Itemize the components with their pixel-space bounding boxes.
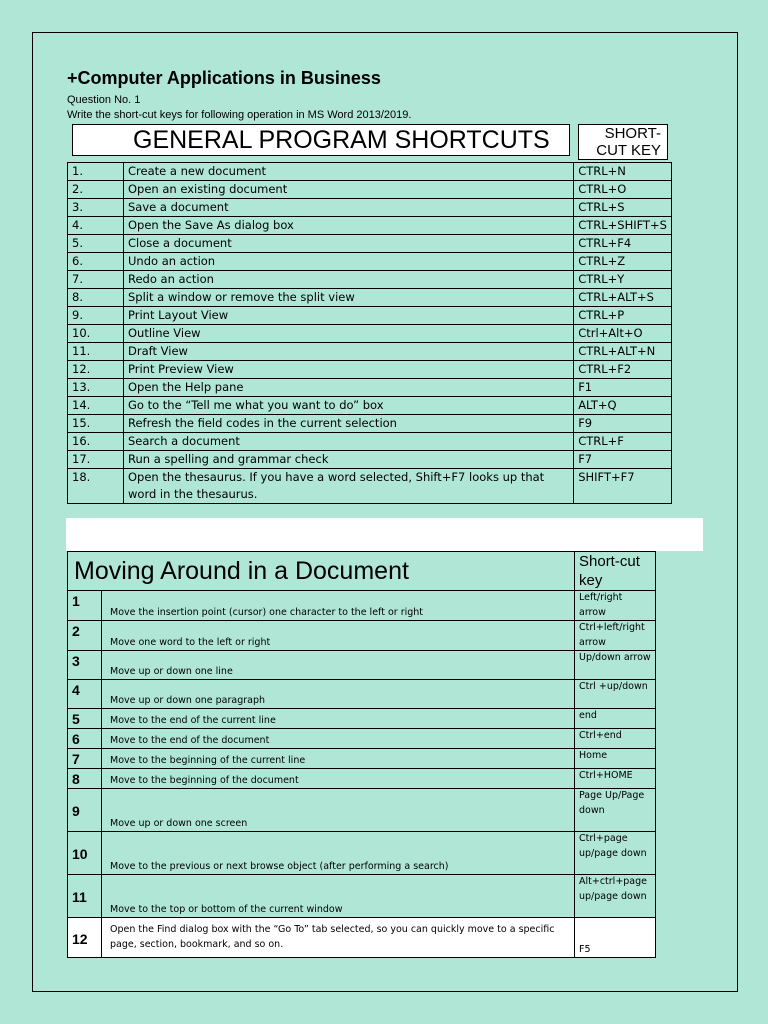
- row-key: Home: [575, 749, 656, 769]
- table-row: [68, 379, 672, 397]
- table-row: [68, 451, 672, 469]
- row-desc: Open an existing document: [124, 181, 574, 199]
- row-num: 8: [68, 769, 102, 789]
- row-num: 10: [68, 832, 102, 875]
- table-row: [68, 343, 672, 361]
- row-desc: Move the insertion point (cursor) one character to the left or right: [102, 591, 575, 621]
- table-row: [68, 918, 656, 958]
- table-row: [68, 199, 672, 217]
- row-num: 11.: [68, 343, 124, 361]
- table-row: [68, 680, 656, 709]
- row-num: 2: [68, 621, 102, 651]
- row-num: 16.: [68, 433, 124, 451]
- row-desc: Redo an action: [124, 271, 574, 289]
- row-desc: Open the Save As dialog box: [124, 217, 574, 235]
- row-num: 8.: [68, 289, 124, 307]
- row-key: Ctrl+end: [575, 729, 656, 749]
- row-key: Ctrl+HOME: [575, 769, 656, 789]
- question-number: Question No. 1: [67, 94, 141, 106]
- table-row: [68, 789, 656, 832]
- table-row: [68, 591, 656, 621]
- table-row: [68, 271, 672, 289]
- table-row: [68, 397, 672, 415]
- row-desc: Undo an action: [124, 253, 574, 271]
- row-key: F9: [574, 415, 672, 433]
- table-row: [68, 415, 672, 433]
- row-key: Left/right arrow: [575, 591, 656, 621]
- row-desc: Split a window or remove the split view: [124, 289, 574, 307]
- table-row: [68, 217, 672, 235]
- table-row: [68, 769, 656, 789]
- table-row: [68, 832, 656, 875]
- general-table-key-header: SHORT-CUT KEY: [578, 124, 668, 160]
- row-desc: Open the Help pane: [124, 379, 574, 397]
- row-desc: Save a document: [124, 199, 574, 217]
- row-num: 7.: [68, 271, 124, 289]
- row-desc: Outline View: [124, 325, 574, 343]
- row-desc: Search a document: [124, 433, 574, 451]
- row-desc: Move up or down one screen: [102, 789, 575, 832]
- table-row: [68, 729, 656, 749]
- row-num: 2.: [68, 181, 124, 199]
- row-key: Alt+ctrl+page up/page down: [575, 875, 656, 918]
- row-desc: Print Preview View: [124, 361, 574, 379]
- white-separator: [66, 518, 703, 551]
- row-desc: Print Layout View: [124, 307, 574, 325]
- row-key: end: [575, 709, 656, 729]
- table-row: [68, 621, 656, 651]
- row-key: SHIFT+F7: [574, 469, 672, 504]
- row-desc: Move one word to the left or right: [102, 621, 575, 651]
- row-num: 9.: [68, 307, 124, 325]
- row-desc: Move up or down one line: [102, 651, 575, 680]
- row-num: 1: [68, 591, 102, 621]
- row-num: 6.: [68, 253, 124, 271]
- table-row: [68, 469, 672, 504]
- row-key: F7: [574, 451, 672, 469]
- moving-table-key-header: Short-cut key: [575, 552, 656, 591]
- table-header-row: [68, 552, 656, 591]
- row-num: 12.: [68, 361, 124, 379]
- general-shortcuts-table: [67, 162, 672, 504]
- table-row: [68, 361, 672, 379]
- row-key: CTRL+ALT+N: [574, 343, 672, 361]
- row-key: CTRL+F: [574, 433, 672, 451]
- row-num: 1.: [68, 163, 124, 181]
- general-table-title: GENERAL PROGRAM SHORTCUTS: [72, 124, 570, 156]
- row-num: 3: [68, 651, 102, 680]
- table-row: [68, 235, 672, 253]
- row-num: 4: [68, 680, 102, 709]
- document-title: +Computer Applications in Business: [67, 68, 381, 88]
- row-desc: Run a spelling and grammar check: [124, 451, 574, 469]
- row-num: 6: [68, 729, 102, 749]
- row-desc: Move to the previous or next browse object (after performing a search): [102, 832, 575, 875]
- row-desc: Create a new document: [124, 163, 574, 181]
- row-key: ALT+Q: [574, 397, 672, 415]
- row-key: CTRL+S: [574, 199, 672, 217]
- row-num: 9: [68, 789, 102, 832]
- row-key: F5: [575, 918, 656, 958]
- row-key: CTRL+N: [574, 163, 672, 181]
- table-row: [68, 181, 672, 199]
- table-row: [68, 433, 672, 451]
- row-desc: Go to the “Tell me what you want to do” box: [124, 397, 574, 415]
- row-key: CTRL+SHIFT+S: [574, 217, 672, 235]
- row-desc: Move to the beginning of the document: [102, 769, 575, 789]
- row-desc: Open the thesaurus. If you have a word selected, Shift+F7 looks up that word in the thesaurus.: [124, 469, 574, 504]
- row-key: Up/down arrow: [575, 651, 656, 680]
- row-desc: Refresh the field codes in the current selection: [124, 415, 574, 433]
- row-num: 11: [68, 875, 102, 918]
- table-row: [68, 163, 672, 181]
- row-desc: Open the Find dialog box with the “Go To” tab selected, so you can quickly move to a specific page, section, bookmark, and so on.: [102, 918, 575, 958]
- row-key: CTRL+P: [574, 307, 672, 325]
- row-num: 15.: [68, 415, 124, 433]
- row-num: 13.: [68, 379, 124, 397]
- row-num: 18.: [68, 469, 124, 504]
- row-num: 12: [68, 918, 102, 958]
- row-desc: Move to the beginning of the current line: [102, 749, 575, 769]
- table-row: [68, 307, 672, 325]
- row-key: Ctrl +up/down: [575, 680, 656, 709]
- row-num: 4.: [68, 217, 124, 235]
- row-desc: Move up or down one paragraph: [102, 680, 575, 709]
- row-num: 5: [68, 709, 102, 729]
- table-row: [68, 325, 672, 343]
- table-row: [68, 289, 672, 307]
- row-key: CTRL+Y: [574, 271, 672, 289]
- row-key: Ctrl+left/right arrow: [575, 621, 656, 651]
- row-key: CTRL+ALT+S: [574, 289, 672, 307]
- table-row: [68, 651, 656, 680]
- row-num: 14.: [68, 397, 124, 415]
- table-row: [68, 253, 672, 271]
- row-key: Page Up/Page down: [575, 789, 656, 832]
- question-instruction: Write the short-cut keys for following operation in MS Word 2013/2019.: [67, 109, 412, 121]
- table-row: [68, 875, 656, 918]
- row-num: 3.: [68, 199, 124, 217]
- moving-shortcuts-table: [67, 551, 656, 958]
- row-key: CTRL+Z: [574, 253, 672, 271]
- row-desc: Move to the top or bottom of the current window: [102, 875, 575, 918]
- row-num: 5.: [68, 235, 124, 253]
- row-key: Ctrl+Alt+O: [574, 325, 672, 343]
- row-desc: Move to the end of the current line: [102, 709, 575, 729]
- row-desc: Draft View: [124, 343, 574, 361]
- row-key: F1: [574, 379, 672, 397]
- row-desc: Move to the end of the document: [102, 729, 575, 749]
- row-desc: Close a document: [124, 235, 574, 253]
- table-row: [68, 709, 656, 729]
- row-key: CTRL+O: [574, 181, 672, 199]
- table-row: [68, 749, 656, 769]
- row-key: Ctrl+page up/page down: [575, 832, 656, 875]
- row-num: 7: [68, 749, 102, 769]
- moving-table-title: Moving Around in a Document: [68, 552, 575, 591]
- row-num: 17.: [68, 451, 124, 469]
- row-key: CTRL+F4: [574, 235, 672, 253]
- row-num: 10.: [68, 325, 124, 343]
- row-key: CTRL+F2: [574, 361, 672, 379]
